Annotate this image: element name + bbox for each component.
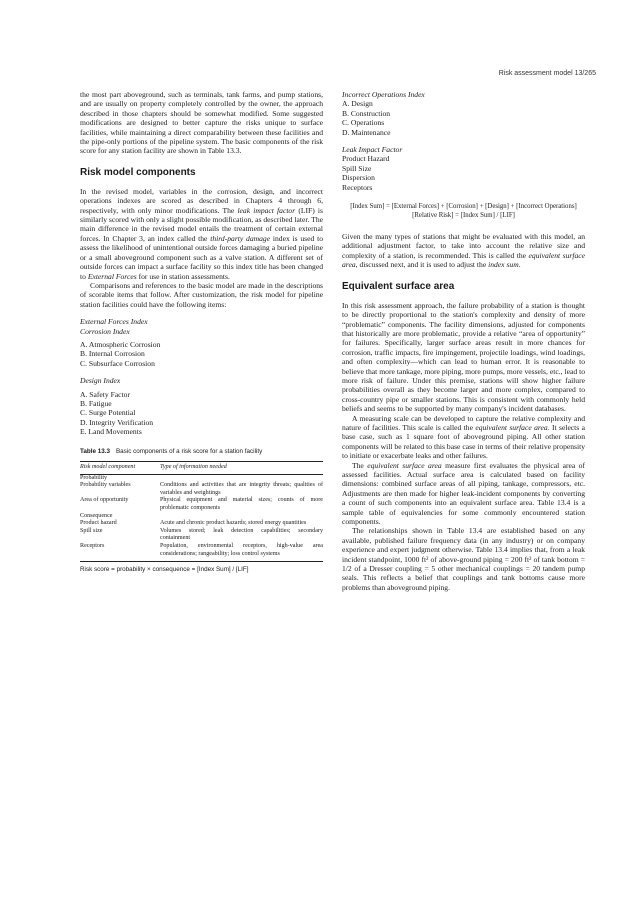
table-row: Probability variables Conditions and activities that are integrity threats; qualities of variables and weightings [80,482,323,496]
running-head: Risk assessment model 13/265 [498,70,596,77]
leak-impact-factor-list [342,154,585,192]
section-heading-risk-model-components: Risk model components [80,166,196,178]
table-row: Area of opportunity Physical equipment and material sizes; counts of more problematic components [80,497,323,511]
external-forces-index-title: External Forces Index [80,317,148,327]
list-item: C. Surge Potential [80,408,136,418]
paragraph-measuring-scale: A measuring scale can be developed to capture the relative complexity and nature of facilities. This scale is called the equivalent surface area. It selects a base case, such as 1 square foot of aboveground piping. All other station components will be related to this base case in terms of their relative propensity to initiate or exacerbate leaks and other failures. [342,413,585,461]
table-row: Product hazard Acute and chronic product hazards; stored energy quantities [80,520,307,527]
list-item: A. Design [342,99,373,109]
table-header-component: Risk model component [80,462,160,475]
incorrect-operations-index-title: Incorrect Operations Index [342,90,425,99]
list-item: A. Safety Factor [80,389,130,399]
table-row: Spill size Volumes stored; leak detection capabilities; secondary containment [80,527,323,542]
list-item: A. Atmospheric Corrosion [80,339,161,349]
paragraph-revised-model: In the revised model, variables in the corrosion, design, and incorrect operations indexes are scored as described in Chapters 4 through 6, respectively, with only minor modifications. The leak impact factor (LIF) is similarly scored with only a slight possible modification, as described later. The main difference in the revised model entails the treatment of certain external forces. In Chapter 3, an index called the third-party damage index is used to assess the likelihood of unintentional outside forces damaging a buried pipeline or a small aboveground component such as a valve station. A different set of outside forces can impact a surface facility so this index title has been changed to External Forces for use in station assessments. [80,186,323,281]
intro-paragraph: the most part aboveground, such as terminals, tank farms, and pump stations, and are usually on property completely controlled by the owner, the approach described in those chapters should be somewhat modified. Some suggested modifications are designed to better capture the risks unique to surface facilities, while maintaining a direct comparability between these facilities and the pipe-only portions of the pipeline system. The basic components of the risk score for any station facility are shown in Table 13.3. [80,90,323,156]
left-column [80,90,323,575]
list-item: E. Land Movements [80,427,142,437]
table-row: Consequence [80,512,113,519]
section-heading-equivalent-surface-area: Equivalent surface area [342,280,455,292]
list-item: Receptors [342,182,373,192]
design-index-title: Design Index [80,376,121,386]
list-item: C. Operations [342,118,385,128]
paragraph-failure-probability: In this risk assessment approach, the failure probability of a station is thought to be directly proportional to the station's complexity and density of more “problematic” components. The facility dimensions, adjusted for components that historically are more problematic, provide a relative “area of opportunity” for failures. Specifically, larger surface areas result in more chances for corrosion, traffic impacts, fire impingement, projectile loadings, wind loadings, and often complexity—which can lead to human error. It is reasonable to believe that more tankage, more piping, more pumps, more vessels, etc., lead to more risk of failure. Under this premise, stations will show higher failure probabilities overall as they become larger and more complex, compared to cross-country pipe or smaller stations. This is consistent with commonly held beliefs and seems to be supported by many company's incident databases. [342,300,585,414]
paragraph-comparisons: Comparisons and references to the basic model are made in the descriptions of scorable items that follow. After customization, the risk model for pipeline station facilities could have the following items: [80,280,323,309]
corrosion-index-title: Corrosion Index [80,326,130,336]
list-item: D. Maintenance [342,127,391,137]
list-item: Spill Size [342,163,372,173]
table-row: Receptors Population, environmental receptors, high-value area considerations; rangeability; loss control systems [80,543,323,562]
paragraph-relationships: The relationships shown in Table 13.4 are established based on any available, published failure frequency data (in any industry) or on company experience and expert judgment otherwise. Table 13.4 implies that, from a leak incident standpoint, 1000 ft² of above-ground piping = 200 ft² of tank bottom = 1/2 of a Dresser coupling = 5 other mechanical couplings = 20 tandem pump seals. This reflects a belief that couplings and tank bottoms cause more problems than aboveground piping. [342,526,585,592]
paragraph-physical-area: The equivalent surface area measure first evaluates the physical area of assessed facilities. Actual surface area is calculated based on facility dimensions: combined surface areas of all piping, tankage, compressors, etc. Adjustments are then made for higher leak-incident components by converting a count of such components into an equivalent surface area. Table 13.4 is a sample table of equivalencies for some commonly encountered station components. [342,460,585,527]
risk-components-table [80,461,323,562]
list-item: B. Internal Corrosion [80,349,145,359]
list-item: Product Hazard [342,154,390,164]
list-item: B. Fatigue [80,398,112,408]
design-index-list [80,390,323,437]
formula-block [342,202,585,220]
table-caption: Table 13.3 Basic components of a risk score for a station facility [80,447,263,455]
list-item: D. Integrity Verification [80,417,154,427]
table-label: Table 13.3 [80,447,110,455]
list-item: B. Construction [342,108,391,118]
paragraph-adjustment-factor: Given the many types of stations that might be evaluated with this model, an additional adjustment factor, to take into account the relative size and complexity of a station, is recommended. This is called the equivalent surface area, discussed next, and it is used to adjust the index sum. [342,232,585,270]
incorrect-operations-list [342,99,585,137]
relative-risk-formula: [Relative Risk] = [Index Sum] / [LIF] [412,212,515,220]
leak-impact-factor-title: Leak Impact Factor [342,145,403,155]
list-item: C. Subsurface Corrosion [80,358,155,368]
table-row: Probability [80,474,108,481]
table-note: Risk score = probability × consequence = [Index Sum] / [LIF] [80,566,249,574]
right-column [342,90,585,592]
list-item: Dispersion [342,173,375,183]
table-header-information: Type of information needed [160,462,323,475]
index-sum-formula: [Index Sum] = [External Forces] + [Corrosion] + [Design] + [Incorrect Operations] [350,203,577,211]
corrosion-index-list [80,340,323,368]
